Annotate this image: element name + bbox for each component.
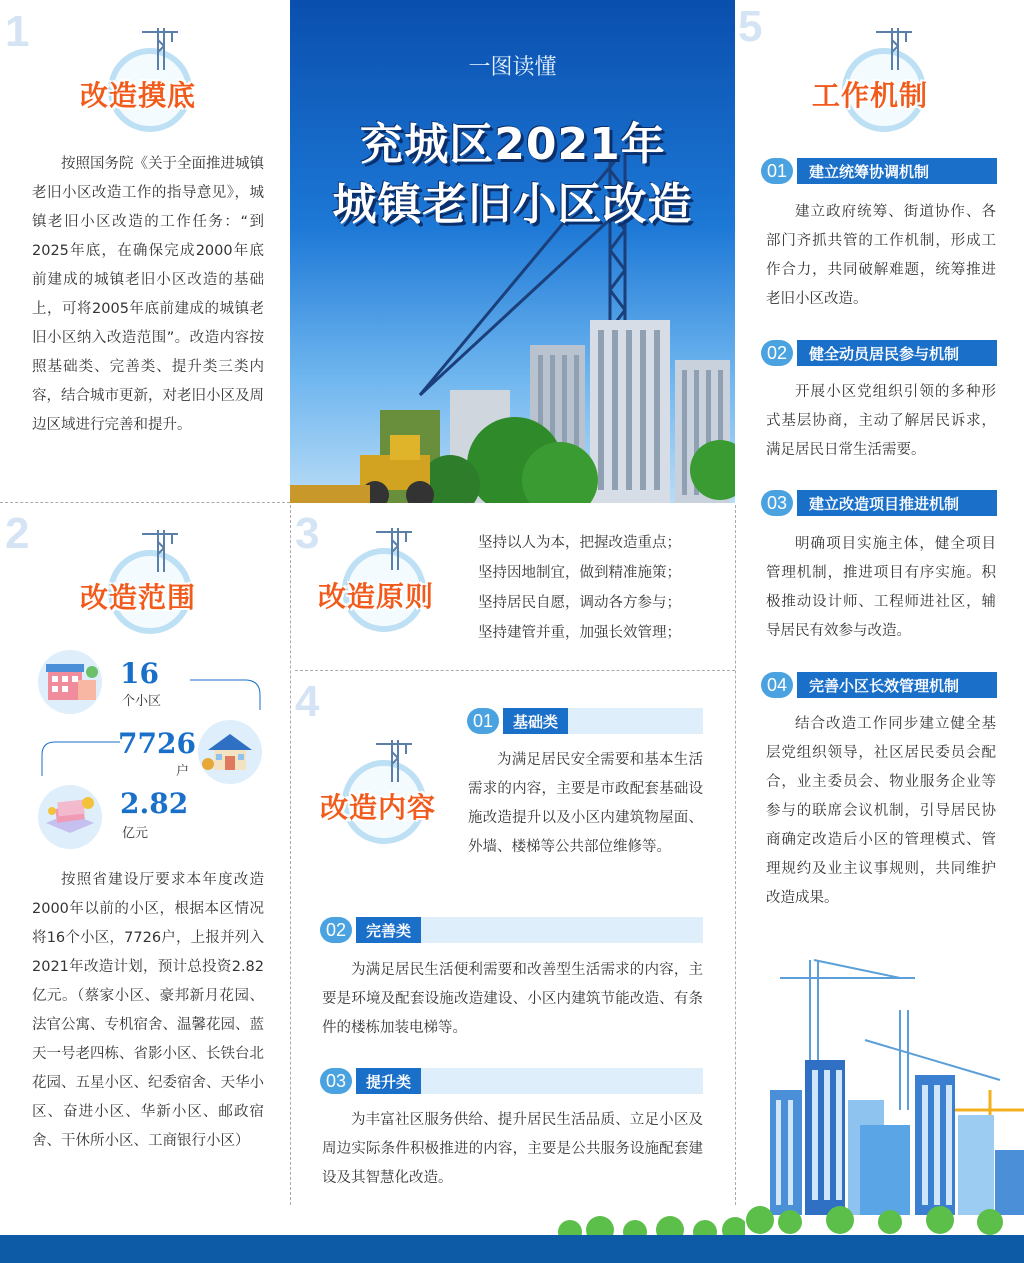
category-tag — [320, 1068, 703, 1094]
category-body: 为丰富社区服务供给、提升居民生活品质、立足小区及周边实际条件积极推进的内容，主要是公共服务设施配套建设及其智慧化改造。 — [322, 1112, 703, 1186]
section-number: 4 — [295, 677, 320, 726]
section-number: 1 — [5, 7, 30, 56]
tag-label: 提升类 — [356, 1068, 421, 1094]
stat-unit: 个小区 — [122, 694, 162, 709]
principles-list — [478, 528, 681, 648]
hero-title-line2: 城镇老旧小区改造 — [332, 179, 693, 230]
divider — [735, 505, 736, 1205]
mechanism-body: 开展小区党组织引领的多种形式基层协商，主动了解居民诉求，满足居民日常生活需要。 — [766, 384, 996, 458]
tag-label: 建立改造项目推进机制 — [797, 490, 997, 516]
crane-icon — [872, 26, 912, 70]
principle-item: 坚持居民自愿，调动各方参与； — [478, 595, 681, 611]
stat-value: 16 — [120, 657, 159, 690]
category-body: 为满足居民生活便利需要和改善型生活需求的内容，主要是环境及配套设施改造建设、小区内建筑节能改造、有条件的楼栋加装电梯等。 — [322, 962, 703, 1036]
hero-kicker: 一图读懂 — [468, 55, 557, 80]
section-body: 按照国务院《关于全面推进城镇老旧小区改造工作的指导意见》，城镇老旧小区改造的工作任务：“到2025年底，在确保完成2000年底前建成的城镇老旧小区改造的基础上，可将2005年底前建成的城镇老旧小区纳入改造范围”。改造内容按照基础类、完善类、提升类三类内容，结合城市更新，对老旧小区及周边区域进行完善和提升。 — [32, 156, 264, 433]
section-body: 按照省建设厅要求本年度改造2000年以前的小区，根据本区情况将16个小区，7726户，上报并列入2021年改造计划，预计总投资2.82亿元。（蔡家小区、豪邦新月花园、法官公寓、专机宿舍、温馨花园、蓝天一号老四栋、省影小区、长铁台北花园、五星小区、纪委宿舍、天华小区、奋进小区、华新小区、邮政宿舍、干休所小区、工商银行小区） — [32, 872, 264, 1149]
tag-label: 建立统筹协调机制 — [797, 158, 997, 184]
section-title: 改造原则 — [318, 580, 435, 613]
divider — [290, 505, 291, 1205]
mechanism-tag — [761, 340, 997, 366]
mechanism-tag — [761, 672, 997, 698]
mechanism-body: 结合改造工作同步建立健全基层党组织领导，社区居民委员会配合，业主委员会、物业服务企业等参与的联席会议机制，引导居民协商确定改造后小区的管理模式、管理规约及业主议事规则，共同维护改造成果。 — [766, 716, 996, 906]
crane-icon — [372, 738, 412, 782]
divider — [0, 502, 290, 503]
mechanism-body: 明确项目实施主体，健全项目管理机制，推进项目有序实施。积极推动设计师、工程师进社区，辅导居民有效参与改造。 — [766, 536, 996, 639]
section-number: 2 — [5, 509, 30, 558]
divider — [295, 670, 735, 671]
money-icon — [38, 785, 102, 849]
tag-label: 基础类 — [503, 708, 568, 734]
principle-item: 坚持建管并重，加强长效管理； — [478, 625, 681, 641]
mechanism-tag — [761, 158, 997, 184]
mechanism-tag — [761, 490, 997, 516]
section-number: 3 — [295, 509, 320, 558]
tag-label: 完善小区长效管理机制 — [797, 672, 997, 698]
tag-number: 03 — [761, 490, 793, 516]
mechanism-body: 建立政府统筹、街道协作、各部门齐抓共管的工作机制，形成工作合力，共同破解难题，统筹推进老旧小区改造。 — [766, 204, 996, 307]
stat-value: 2.82 — [120, 787, 189, 820]
bushes-decoration — [555, 1210, 745, 1238]
house-icon — [198, 720, 262, 784]
crane-icon — [138, 26, 178, 70]
category-body: 为满足居民安全需要和基本生活需求的内容，主要是市政配套基础设施改造提升以及小区内建筑物屋面、外墙、楼梯等公共部位维修等。 — [468, 752, 703, 855]
tag-number: 03 — [320, 1068, 352, 1094]
crane-icon — [138, 528, 178, 572]
tag-number: 01 — [761, 158, 793, 184]
tag-number: 01 — [467, 708, 499, 734]
tag-number: 04 — [761, 672, 793, 698]
tag-label: 健全动员居民参与机制 — [797, 340, 997, 366]
tag-number: 02 — [320, 917, 352, 943]
footer-bar — [0, 1235, 1024, 1263]
section-number: 5 — [738, 2, 763, 51]
crane-icon — [372, 526, 412, 570]
tag-label: 完善类 — [356, 917, 421, 943]
section-title: 工作机制 — [812, 79, 929, 112]
hero-banner — [290, 0, 735, 503]
hero-title-line1: 兖城区2021年 — [359, 119, 666, 170]
stat-value: 7726 — [118, 727, 196, 760]
section-title: 改造内容 — [320, 791, 437, 824]
section-title: 改造摸底 — [80, 79, 197, 112]
category-tag — [320, 917, 703, 943]
principle-item: 坚持以人为本，把握改造重点； — [478, 535, 681, 551]
principle-item: 坚持因地制宜，做到精准施策； — [478, 565, 681, 581]
city-illustration — [740, 950, 1024, 1235]
section-title: 改造范围 — [80, 581, 197, 614]
tag-number: 02 — [761, 340, 793, 366]
category-tag — [467, 708, 703, 734]
stat-unit: 亿元 — [122, 826, 149, 841]
stat-unit: 户 — [176, 764, 190, 779]
